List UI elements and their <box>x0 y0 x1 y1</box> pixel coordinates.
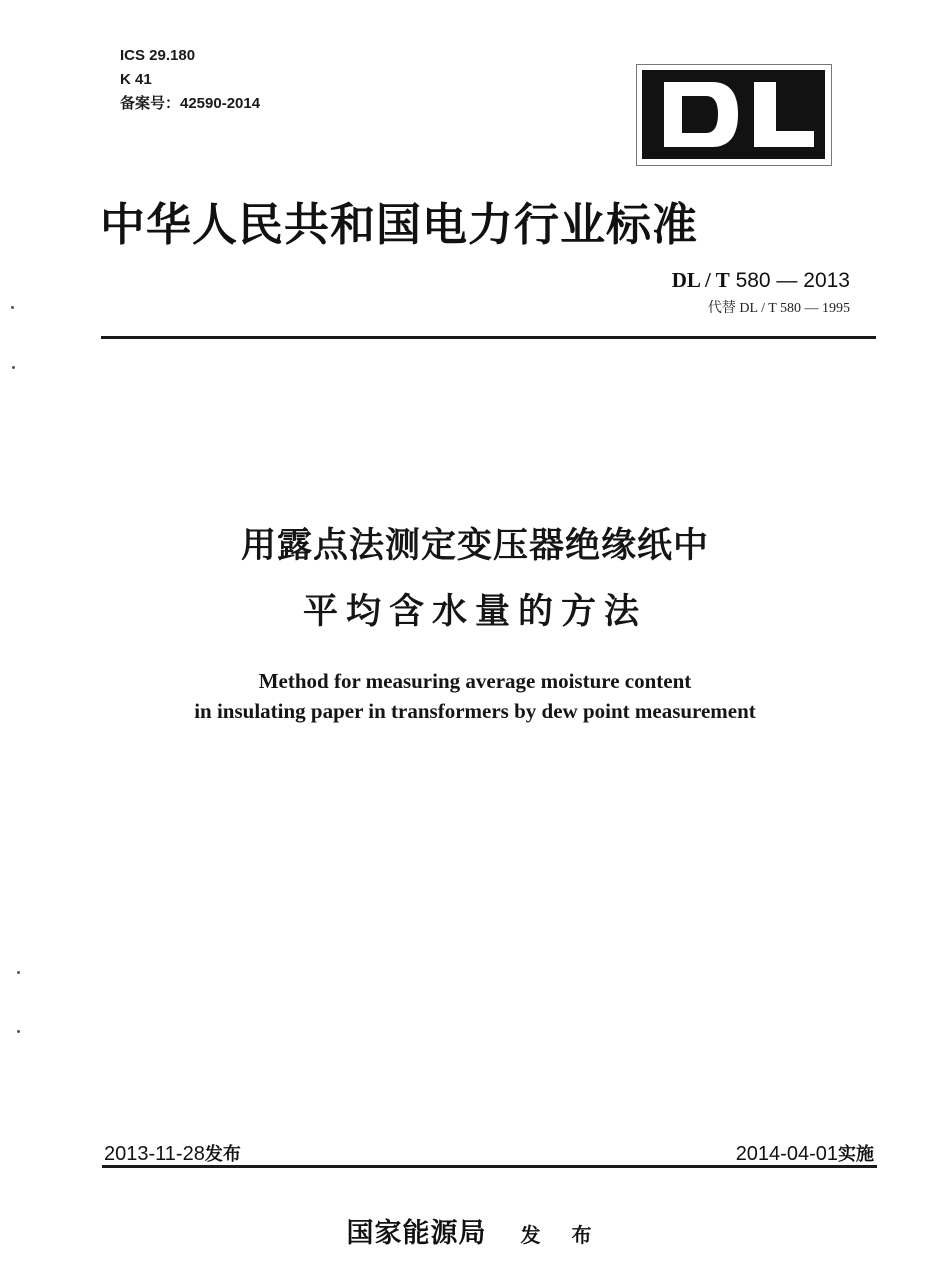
classification-block <box>120 44 260 116</box>
footer-divider <box>102 1165 877 1168</box>
header-divider <box>101 336 876 339</box>
effective-date-label: 实施 <box>838 1144 874 1165</box>
issuer-name: 国家能源局 <box>346 1218 487 1249</box>
title-zh-line1: 用露点法测定变压器绝缘纸中 <box>240 526 709 566</box>
dl-logo <box>642 70 825 159</box>
standard-number-value: 580 — 2013 <box>735 269 850 292</box>
scan-speck <box>12 366 15 369</box>
standard-number <box>672 268 850 293</box>
issuer <box>0 1211 950 1250</box>
title-en-line2: in insulating paper in transformers by dew point measurement <box>194 699 756 723</box>
dl-logo-icon <box>642 70 825 159</box>
issuer-action: 发 布 <box>520 1223 604 1247</box>
scan-speck <box>11 306 14 309</box>
issue-date-label: 发布 <box>204 1144 241 1165</box>
replaces-standard: 代替 DL / T 580 — 1995 <box>707 301 850 316</box>
scan-speck <box>17 1030 20 1033</box>
issue-date <box>104 1140 241 1166</box>
effective-date-value: 2014-04-01 <box>735 1143 838 1165</box>
ics-code: ICS 29.180 <box>120 47 196 64</box>
standard-series-title: 中华人民共和国电力行业标准 <box>100 198 699 251</box>
standard-prefix: DL / T <box>671 268 730 292</box>
title-en-line1: Method for measuring average moisture content <box>258 669 692 693</box>
scan-speck <box>17 971 20 974</box>
category-code: K 41 <box>120 71 152 88</box>
effective-date <box>736 1140 874 1166</box>
issue-date-value: 2013-11-28 <box>104 1143 205 1165</box>
title-zh-line2: 平均含水量的方法 <box>302 592 647 632</box>
record-number: 备案号：42590-2014 <box>120 95 261 112</box>
